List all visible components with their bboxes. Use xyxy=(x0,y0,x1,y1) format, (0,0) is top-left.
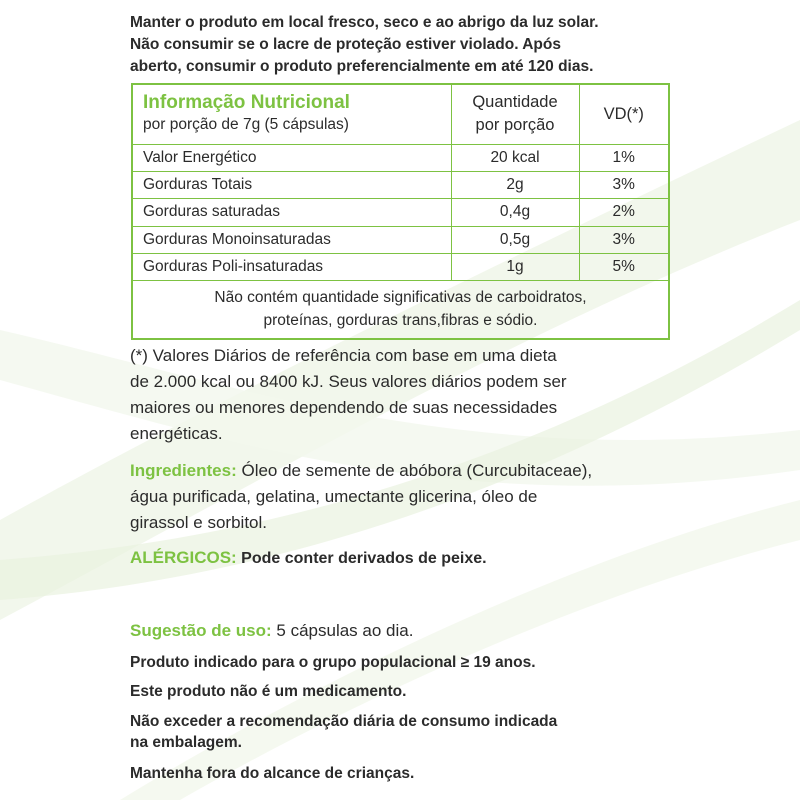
nutrient-vd: 5% xyxy=(579,253,669,280)
nutrient-name: Gorduras Monoinsaturadas xyxy=(132,226,451,253)
daily-values-note xyxy=(130,343,690,447)
nutrient-vd: 3% xyxy=(579,172,669,199)
warning-dosage xyxy=(130,711,690,753)
usage-text: 5 cápsulas ao dia. xyxy=(271,621,414,640)
nutrition-table xyxy=(131,83,670,340)
footnote-line: Não contém quantidade significativas de carboidratos, xyxy=(214,289,587,307)
table-row xyxy=(132,199,669,226)
ingredients-label: Ingredientes: xyxy=(130,461,237,480)
warning-not-medicine xyxy=(130,681,690,702)
warning-population xyxy=(130,652,690,673)
nutrient-quantity: 0,5g xyxy=(451,226,579,253)
nutrition-footnote xyxy=(132,280,669,339)
footnote-line: proteínas, gorduras trans,fibras e sódio. xyxy=(263,312,538,330)
warning-line: Não exceder a recomendação diária de consumo indicada xyxy=(130,713,558,730)
daily-values-line: energéticas. xyxy=(130,424,223,443)
quantity-header-line: Quantidade xyxy=(472,93,558,112)
table-row xyxy=(132,226,669,253)
nutrient-quantity: 1g xyxy=(451,253,579,280)
nutrient-vd: 2% xyxy=(579,199,669,226)
nutrition-title: Informação Nutricional xyxy=(143,92,350,114)
storage-line: aberto, consumir o produto preferencialmente em até 120 dias. xyxy=(130,58,594,75)
storage-instructions xyxy=(130,12,690,78)
warning-line: Este produto não é um medicamento. xyxy=(130,683,407,700)
nutrient-name: Gorduras saturadas xyxy=(132,199,451,226)
ingredients-section xyxy=(130,458,690,536)
ingredients-text: Óleo de semente de abóbora (Curcubitaceae), xyxy=(236,461,593,480)
daily-values-line: maiores ou menores dependendo de suas necessidades xyxy=(130,398,558,417)
table-row xyxy=(132,253,669,280)
daily-values-line: de 2.000 kcal ou 8400 kJ. Seus valores diários podem ser xyxy=(130,372,567,391)
usage-label: Sugestão de uso: xyxy=(130,621,272,640)
nutrient-name: Gorduras Poli-insaturadas xyxy=(132,253,451,280)
warning-children xyxy=(130,763,690,784)
vd-header: VD(*) xyxy=(579,84,669,144)
portion-size: por porção de 7g (5 cápsulas) xyxy=(143,116,349,134)
daily-values-line: (*) Valores Diários de referência com base em uma dieta xyxy=(130,346,557,365)
ingredients-line: água purificada, gelatina, umectante glicerina, óleo de xyxy=(130,487,538,506)
nutrient-name: Gorduras Totais xyxy=(132,172,451,199)
nutrient-vd: 3% xyxy=(579,226,669,253)
storage-line: Manter o produto em local fresco, seco e ao abrigo da luz solar. xyxy=(130,14,599,31)
nutrition-title-cell xyxy=(132,84,451,144)
warning-line: Produto indicado para o grupo populacional ≥ 19 anos. xyxy=(130,654,536,671)
storage-line: Não consumir se o lacre de proteção estiver violado. Após xyxy=(130,36,561,53)
nutrition-header-row xyxy=(132,84,669,144)
nutrient-quantity: 20 kcal xyxy=(451,144,579,171)
table-row xyxy=(132,144,669,171)
quantity-header-line: por porção xyxy=(475,116,555,135)
nutrient-quantity: 2g xyxy=(451,172,579,199)
quantity-header xyxy=(451,84,579,144)
allergens-label: ALÉRGICOS: xyxy=(130,548,237,567)
usage-section xyxy=(130,618,690,644)
warning-line: Mantenha fora do alcance de crianças. xyxy=(130,765,415,782)
ingredients-line: girassol e sorbitol. xyxy=(130,513,268,532)
allergens-section xyxy=(130,545,690,572)
allergens-text: Pode conter derivados de peixe. xyxy=(236,550,487,567)
warning-line: na embalagem. xyxy=(130,734,242,751)
nutrient-quantity: 0,4g xyxy=(451,199,579,226)
nutrient-vd: 1% xyxy=(579,144,669,171)
nutrient-name: Valor Energético xyxy=(132,144,451,171)
nutrition-footnote-row xyxy=(132,280,669,339)
table-row xyxy=(132,172,669,199)
